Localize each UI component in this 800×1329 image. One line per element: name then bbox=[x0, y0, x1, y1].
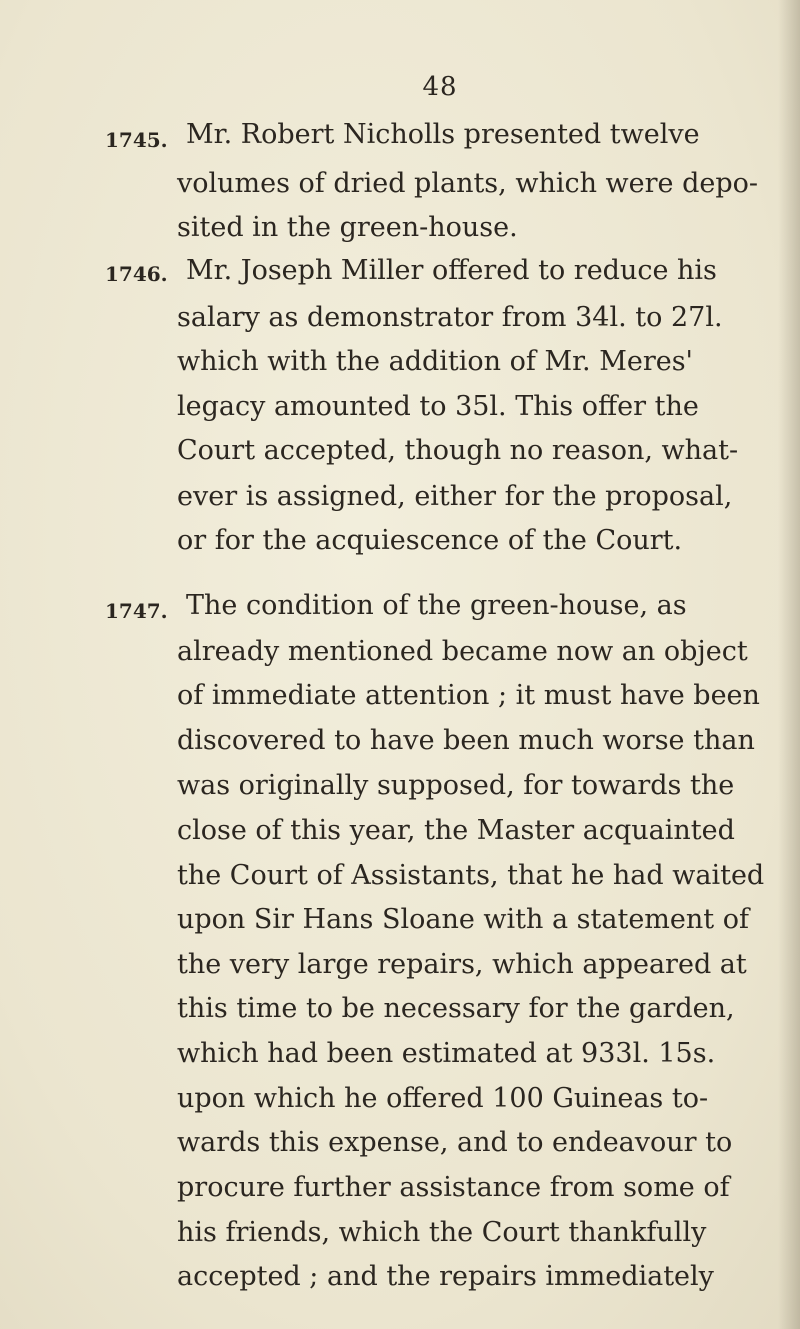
entry-line: The condition of the green-house, as bbox=[186, 590, 687, 621]
page-edge-shadow bbox=[778, 0, 800, 1329]
entry-line: this time to be necessary for the garden, bbox=[177, 993, 735, 1024]
entry-year: 1747. bbox=[105, 599, 168, 623]
entry-line: the Court of Assistants, that he had waited bbox=[177, 860, 765, 891]
entry-line: wards this expense, and to endeavour to bbox=[177, 1127, 733, 1158]
entry-line: Court accepted, though no reason, what- bbox=[177, 435, 739, 466]
entry-line: which had been estimated at 933l. 15s. bbox=[177, 1038, 716, 1069]
entry-line: Mr. Joseph Miller offered to reduce his bbox=[186, 255, 717, 286]
entry-line: upon which he offered 100 Guineas to- bbox=[177, 1083, 709, 1114]
entry-line: accepted ; and the repairs immediately bbox=[177, 1261, 714, 1292]
entry-line: of immediate attention ; it must have been bbox=[177, 680, 760, 711]
entry-line: Mr. Robert Nicholls presented twelve bbox=[186, 119, 700, 150]
page-number: 48 bbox=[422, 72, 458, 102]
entry-line: volumes of dried plants, which were depo- bbox=[177, 168, 759, 199]
entry-line: discovered to have been much worse than bbox=[177, 725, 755, 756]
entry-line: salary as demonstrator from 34l. to 27l. bbox=[177, 302, 723, 333]
entry-line: upon Sir Hans Sloane with a statement of bbox=[177, 904, 749, 935]
entry-line: ever is assigned, either for the proposal, bbox=[177, 481, 733, 512]
entry-year: 1746. bbox=[105, 262, 168, 286]
entry-line: the very large repairs, which appeared at bbox=[177, 949, 747, 980]
entry-line: was originally supposed, for towards the bbox=[177, 770, 735, 801]
entry-line: already mentioned became now an object bbox=[177, 636, 748, 667]
entry-line: or for the acquiescence of the Court. bbox=[177, 525, 683, 556]
entry-line: which with the addition of Mr. Meres' bbox=[177, 346, 693, 377]
entry-line: procure further assistance from some of bbox=[177, 1172, 730, 1203]
entry-line: sited in the green-house. bbox=[177, 212, 518, 243]
entry-line: close of this year, the Master acquainted bbox=[177, 815, 735, 846]
entry-line: legacy amounted to 35l. This offer the bbox=[177, 391, 699, 422]
entry-year: 1745. bbox=[105, 128, 168, 152]
entry-line: his friends, which the Court thankfully bbox=[177, 1217, 707, 1248]
